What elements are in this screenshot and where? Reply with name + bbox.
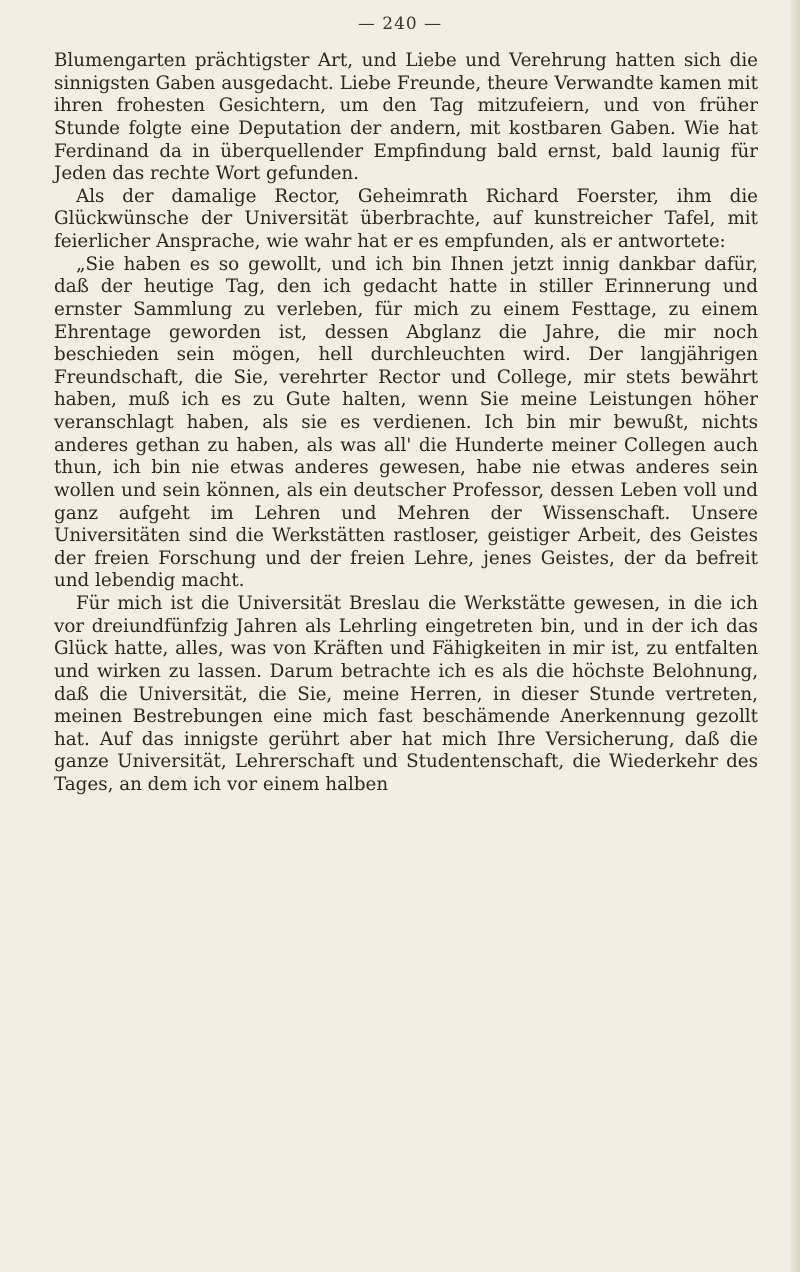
paragraph-3-quote: „Sie haben es so gewollt, und ich bin Ihnen jetzt innig dankbar dafür, daß der heutige Tag, den ich gedacht hatte in stiller Erinnerung und ernster Sammlung zu verleben, für mich zu einem Festtage, zu einem Ehrentage geworden ist, dessen Abglanz die Jahre, die mir noch beschieden sein mögen, hell durchleuchten wird. Der langjährigen Freundschaft, die Sie, verehrter Rector und College, mir stets bewährt haben, muß ich es zu Gute halten, wenn Sie meine Leistungen höher veranschlagt haben, als sie es verdienen. Ich bin mir bewußt, nichts anderes gethan zu haben, als was all' die Hunderte meiner Collegen auch thun, ich bin nie etwas anderes gewesen, habe nie etwas anderes sein wollen und sein können, als ein deutscher Professor, dessen Leben voll und ganz aufgeht im Lehren und Mehren der Wissenschaft. Unsere Universitäten sind die Werkstätten rastloser, geistiger Arbeit, des Geistes der freien Forschung und der freien Lehre, jenes Geistes, der da befreit und lebendig macht.	[54, 253, 758, 592]
paragraph-1: Blumengarten prächtigster Art, und Liebe und Verehrung hatten sich die sinnigsten Gaben ausgedacht. Liebe Freunde, theure Verwandte kamen mit ihren frohesten Gesichtern, um den Tag mitzufeiern, und von früher Stunde folgte eine Deputation der andern, mit kostbaren Gaben. Wie hat Ferdinand da in überquellender Empfindung bald ernst, bald launig für Jeden das rechte Wort gefunden.	[54, 50, 758, 185]
paragraph-2: Als der damalige Rector, Geheimrath Richard Foerster, ihm die Glückwünsche der Universität überbrachte, auf kunstreicher Tafel, mit feierlicher Ansprache, wie wahr hat er es empfunden, als er antwortete:	[54, 185, 758, 252]
paragraph-4: Für mich ist die Universität Breslau die Werkstätte gewesen, in die ich vor dreiundfünfzig Jahren als Lehrling eingetreten bin, und in der ich das Glück hatte, alles, was von Kräften und Fähigkeiten in mir ist, zu entfalten und wirken zu lassen. Darum betrachte ich es als die höchste Belohnung, daß die Universität, die Sie, meine Herren, in dieser Stunde vertreten, meinen Bestrebungen eine mich fast beschämende Anerkennung gezollt hat. Auf das innigste gerührt aber hat mich Ihre Versicherung, daß die ganze Universität, Lehrerschaft und Studentenschaft, die Wiederkehr des Tages, an dem ich vor einem halben	[54, 593, 758, 795]
body-text	[54, 50, 758, 797]
page-number: — 240 —	[357, 14, 443, 34]
page-edge-shadow	[790, 0, 800, 1272]
